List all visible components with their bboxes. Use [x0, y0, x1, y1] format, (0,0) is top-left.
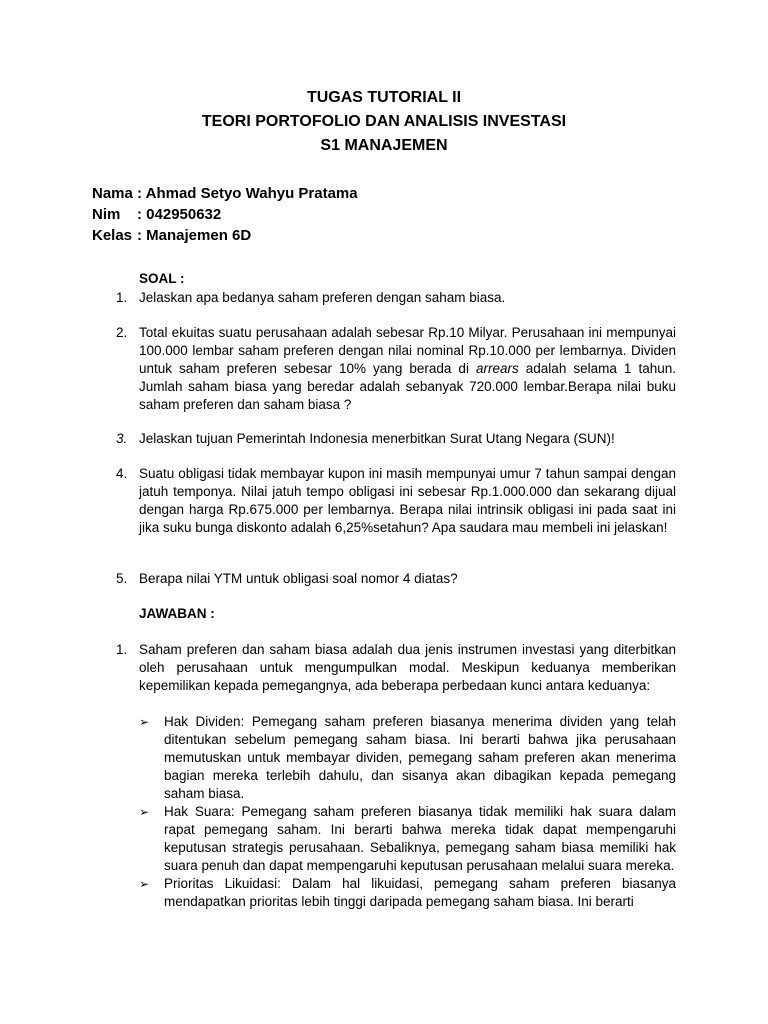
bullet-item: [139, 803, 676, 875]
kelas-row: [92, 225, 358, 246]
arrow-bullet-icon: ➢: [139, 715, 150, 729]
question-1: [116, 289, 676, 307]
question-text: Jelaskan tujuan Pemerintah Indonesia menerbitkan Surat Utang Negara (SUN)!: [139, 431, 615, 446]
nim-value: : 042950632: [137, 206, 222, 223]
answer-number: 1.: [116, 642, 128, 657]
title-line-3: S1 MANAJEMEN: [320, 137, 448, 154]
question-number: 3.: [116, 431, 128, 446]
question-number: 5.: [116, 571, 128, 586]
nama-value: : Ahmad Setyo Wahyu Pratama: [137, 185, 358, 202]
title-line-2: TEORI PORTOFOLIO DAN ANALISIS INVESTASI: [201, 113, 567, 130]
question-text: [139, 324, 676, 414]
document-title: [0, 86, 768, 158]
question-4: [116, 465, 676, 537]
kelas-label: Kelas: [92, 227, 133, 244]
answer-1-bullets: [139, 713, 676, 911]
arrow-bullet-icon: ➢: [139, 805, 150, 819]
bullet-item: [139, 713, 676, 803]
question-text-part: Total ekuitas suatu perusahaan adalah sebesar Rp.10 Milyar. Perusahaan ini mempunyai 100.000 lembar saham preferen dengan nilai nominal Rp.10.000 per lembarnya. Dividen untuk saham preferen sebesar 10% yang berada di: [139, 325, 676, 376]
question-number: 1.: [116, 290, 128, 305]
question-text-part: adalah selama 1 tahun. Jumlah saham biasa yang beredar adalah sebanyak 720.000 lembar.Berapa nilai buku saham preferen dan saham biasa ?: [139, 361, 676, 412]
question-text: Jelaskan apa bedanya saham preferen dengan saham biasa.: [139, 290, 506, 305]
question-number: 4.: [116, 466, 128, 481]
nama-label: Nama: [92, 185, 133, 202]
arrow-bullet-icon: ➢: [139, 877, 150, 891]
bullet-text: Hak Suara: Pemegang saham preferen biasanya tidak memiliki hak suara dalam rapat pemegang saham. Ini berarti bahwa mereka tidak dapat mempengaruhi keputusan strategis perusahaan. Sebaliknya, pemegang saham biasa memiliki hak suara penuh dan dapat mempengaruhi keputusan perusahaan melalui suara mereka.: [164, 804, 676, 873]
kelas-value: : Manajemen 6D: [137, 227, 252, 244]
bullet-text: Hak Dividen: Pemegang saham preferen biasanya menerima dividen yang telah ditentukan sebelum pemegang saham biasa. Ini berarti bahwa jika perusahaan memutuskan untuk membayar dividen, pemegang saham preferen akan menerima bagian mereka terlebih dahulu, dan sisanya akan dibagikan kepada pemegang saham biasa.: [164, 714, 676, 801]
jawaban-heading: JAWABAN :: [139, 606, 215, 621]
question-text: Berapa nilai YTM untuk obligasi soal nomor 4 diatas?: [139, 571, 458, 586]
question-2: [116, 324, 676, 414]
title-line-1: TUGAS TUTORIAL II: [306, 89, 462, 106]
question-text-italic: arrears: [475, 361, 519, 376]
bullet-text: Prioritas Likuidasi: Dalam hal likuidasi, pemegang saham preferen biasanya mendapatkan prioritas lebih tinggi daripada pemegang saham biasa. Ini berarti: [164, 876, 676, 909]
answer-text: Saham preferen dan saham biasa adalah dua jenis instrumen investasi yang diterbitkan oleh perusahaan untuk mengumpulkan modal. Meskipun keduanya memberikan kepemilikan kepada pemegangnya, ada beberapa perbedaan kunci antara keduanya:: [139, 642, 676, 693]
nama-row: [92, 183, 358, 204]
bullet-item: [139, 875, 676, 911]
nim-row: [92, 204, 358, 225]
nim-label: Nim: [92, 206, 121, 223]
student-identity: [92, 183, 358, 246]
question-3: [116, 430, 676, 448]
question-number: 2.: [116, 325, 128, 340]
soal-heading: SOAL :: [139, 271, 185, 286]
question-text: Suatu obligasi tidak membayar kupon ini masih mempunyai umur 7 tahun sampai dengan jatuh temponya. Nilai jatuh tempo obligasi ini sebesar Rp.1.000.000 dan sekarang dijual dengan harga Rp.675.000 per lembarnya. Berapa nilai intrinsik obligasi ini pada saat ini jika suku bunga diskonto adalah 6,25%setahun? Apa saudara mau membeli ini jelaskan!: [139, 466, 676, 535]
question-5: [116, 570, 676, 588]
answer-1: [116, 641, 676, 695]
